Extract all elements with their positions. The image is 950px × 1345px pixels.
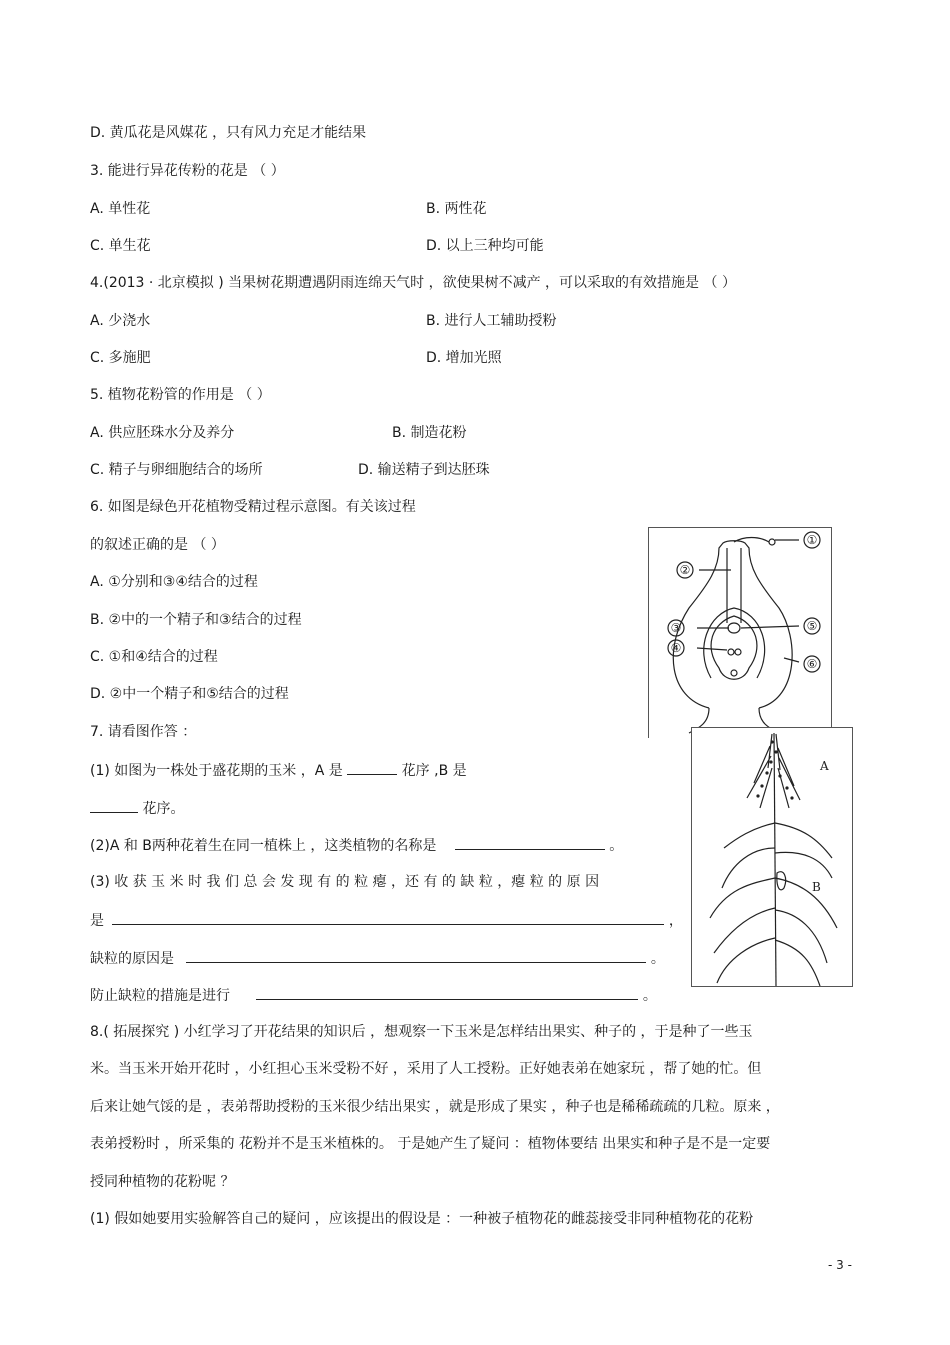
q4-option-b: B. 进行人工辅助授粉 (426, 313, 557, 329)
q7-part3-period-1: 。 (650, 951, 665, 967)
corn-plant-figure (691, 727, 853, 987)
q4-stem: 4.(2013 · 北京模拟 ) 当果树花期遭遇阴雨连绵天气时 ，欲使果树不减产 ，可以采取的有效措施是 （ ） (90, 275, 736, 291)
fertilization-diagram (649, 528, 831, 738)
q7-part2 (90, 835, 623, 855)
q6-option-d: D. ②中一个精子和⑤结合的过程 (90, 686, 289, 702)
q7-part3-text-d: 防止缺粒的措施是进行 (90, 988, 230, 1004)
q8-line6: (1) 假如她要用实验解答自己的疑问 ，应该提出的假设是 ：一种被子植物花的雌蕊接受非同种植物花的花粉 (90, 1211, 754, 1227)
q7-part3-line3 (90, 948, 665, 968)
q7-part1-text-a: (1) 如图为一株处于盛花期的玉米 ，A 是 (90, 763, 343, 779)
q4-option-c: C. 多施肥 (90, 350, 151, 366)
q7-part3-comma: ， (668, 913, 683, 929)
q7-part3-period-2: 。 (642, 988, 657, 1004)
fig6-label-3: ③ (670, 621, 682, 635)
q3-stem: 3. 能进行异花传粉的花是 （ ） (90, 163, 285, 179)
fertilization-figure (648, 527, 832, 738)
fig6-label-6: ⑥ (806, 657, 818, 671)
q3-option-c: C. 单生花 (90, 238, 151, 254)
corn-plant-drawing (692, 728, 852, 986)
fig6-label-4: ④ (670, 641, 682, 655)
q7-blank-prevention[interactable] (256, 985, 638, 1000)
q3-option-b: B. 两性花 (426, 201, 487, 217)
q7-part3-line4 (90, 985, 657, 1005)
q7-blank-plant-type[interactable] (455, 835, 605, 850)
fig6-label-5: ⑤ (806, 619, 818, 633)
q6-option-a: A. ①分别和③④结合的过程 (90, 574, 258, 590)
q8-line1: 8.( 拓展探究 ) 小红学习了开花结果的知识后 ，想观察一下玉米是怎样结出果实、种子的 ，于是种了一些玉 (90, 1024, 753, 1040)
q4-option-d: D. 增加光照 (426, 350, 502, 366)
q5-option-a: A. 供应胚珠水分及养分 (90, 425, 235, 441)
q6-option-c: C. ①和④结合的过程 (90, 649, 218, 665)
fig6-label-2: ② (679, 563, 691, 577)
q7-part3-line2 (90, 910, 683, 930)
q7-part2-period: 。 (609, 838, 624, 854)
q5-stem: 5. 植物花粉管的作用是 （ ） (90, 387, 271, 403)
q8-line5: 授同种植物的花粉呢 ？ (90, 1174, 235, 1190)
q8-line2: 米。当玉米开始开花时 ，小红担心玉米受粉不好 ，采用了人工授粉。正好她表弟在她家玩 ，帮了她的忙。但 (90, 1061, 762, 1077)
fig6-label-1: ① (806, 533, 818, 547)
q7-part1-line2 (90, 798, 184, 818)
q7-part3-line1: (3) 收 获 玉 米 时 我 们 总 会 发 现 有 的 粒 瘪 ，还 有 的 缺 粒 ，瘪 粒 的 原 因 (90, 874, 600, 890)
q7-blank-missing-reason[interactable] (186, 948, 646, 963)
q6-option-b: B. ②中的一个精子和③结合的过程 (90, 612, 302, 628)
q5-option-d: D. 输送精子到达胚珠 (358, 462, 490, 478)
q2-option-d: D. 黄瓜花是风媒花 ，只有风力充足才能结果 (90, 125, 367, 141)
q7-part1-text-b: 花序 ,B 是 (401, 763, 467, 779)
q3-option-a: A. 单性花 (90, 201, 151, 217)
q7-part1-line1 (90, 760, 467, 780)
corn-label-a: A (820, 759, 829, 773)
q7-part2-text: (2)A 和 B两种花着生在同一植株上 ，这类植物的名称是 (90, 838, 437, 854)
q8-line4: 表弟授粉时 ，所采集的 花粉并不是玉米植株的。 于是她产生了疑问 ：植物体要结 出果实和种子是不是一定要 (90, 1136, 771, 1152)
q3-option-d: D. 以上三种均可能 (426, 238, 544, 254)
q7-part1-text-c: 花序。 (142, 801, 185, 817)
corn-label-b: B (812, 880, 821, 894)
page-number: - 3 - (828, 1258, 852, 1272)
q7-blank-shriveled-reason[interactable] (112, 910, 664, 925)
q5-option-b: B. 制造花粉 (392, 425, 467, 441)
q6-stem-line1: 6. 如图是绿色开花植物受精过程示意图。有关该过程 (90, 499, 416, 515)
q7-part3-text-c: 缺粒的原因是 (90, 951, 174, 967)
q7-blank-b-inflorescence[interactable] (90, 798, 138, 813)
q7-stem: 7. 请看图作答 ： (90, 724, 197, 740)
q4-option-a: A. 少浇水 (90, 313, 151, 329)
q7-part3-text-b: 是 (90, 913, 104, 929)
q7-blank-a-inflorescence[interactable] (347, 760, 397, 775)
q8-line3: 后来让她气馁的是 ，表弟帮助授粉的玉米很少结出果实 ，就是形成了果实 ，种子也是稀稀疏疏的几粒。原来 ， (90, 1099, 780, 1115)
q6-stem-line2: 的叙述正确的是 （ ） (90, 537, 225, 553)
q5-option-c: C. 精子与卵细胞结合的场所 (90, 462, 263, 478)
